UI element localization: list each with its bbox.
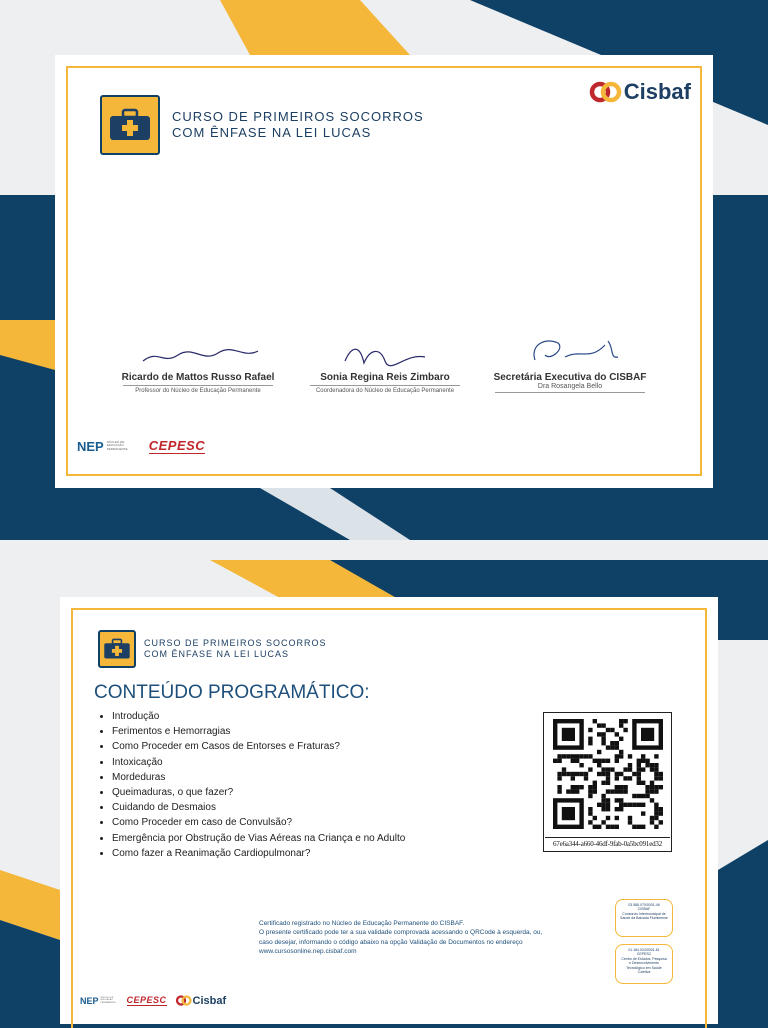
- footer-logos: [77, 438, 205, 454]
- signature-role: Coordenadora do Núcleo de Educação Permanente: [315, 388, 455, 394]
- cisbaf-wordmark: Cisbaf: [623, 79, 691, 104]
- validation-line2: O presente certificado pode ter a sua validade comprovada acessando o QRCode à esquerda, ou,: [259, 929, 543, 937]
- validation-line1: Certificado registrado no Núcleo de Educação Permanente do CISBAF.: [259, 920, 465, 927]
- program-item: • Emergência por Obstrução de Vias Aéreas na Criança e no Adulto: [112, 831, 405, 846]
- program-item: • Cuidando de Desmaios: [112, 800, 405, 815]
- signature-scribble: [330, 343, 440, 367]
- nep-logo: NEP: [77, 438, 104, 454]
- signature-scribble: [510, 335, 630, 367]
- seal-cepesc: 01.184.024/0001-81 CEPESC Centro de Estudos, Pesquisa e Desenvolvimento Tecnológico em Saúde Coletiva: [615, 944, 673, 984]
- signature-name: Sonia Regina Reis Zimbaro: [320, 372, 450, 383]
- validation-text: [259, 919, 609, 957]
- signature-name: Ricardo de Mattos Russo Rafael: [121, 372, 275, 383]
- program-item: • Como fazer a Reanimação Cardiopulmonar?: [112, 846, 405, 861]
- first-aid-kit-icon: [98, 630, 136, 668]
- first-aid-kit-icon: [100, 95, 160, 155]
- signature-block-2: [300, 343, 470, 394]
- nep-caption: NÚCLEO DE EDUCAÇÃO PERMANENTE: [106, 439, 128, 451]
- program-heading: CONTEÚDO PROGRAMÁTICO:: [94, 682, 370, 703]
- cisbaf-wordmark: Cisbaf: [192, 994, 227, 1007]
- signature-block-1: [113, 345, 283, 394]
- cisbaf-symbol-icon: [589, 79, 623, 105]
- program-item: • Como Proceder em Casos de Entorses e Fraturas?: [112, 739, 405, 754]
- validation-line3: caso desejar, informando o código abaixo na opção Validação de Documentos no endereço: [259, 938, 523, 946]
- program-item: • Queimaduras, o que fazer?: [112, 785, 405, 800]
- validation-code: 67e6a344-a660-46df-9fab-0a5bc091ed32: [545, 837, 670, 848]
- qr-code-panel: [543, 712, 672, 852]
- signature-role: Professor do Núcleo de Educação Permanente: [135, 388, 261, 394]
- course-title-line2: COM ÊNFASE NA LEI LUCAS: [172, 125, 372, 140]
- program-item: • Ferimentos e Hemorragias: [112, 724, 405, 739]
- signature-line: [310, 385, 460, 386]
- course-header: [100, 95, 424, 155]
- course-title-line1: CURSO DE PRIMEIROS SOCORROS: [172, 108, 424, 124]
- signature-scribble: [133, 345, 263, 367]
- course-header: [98, 630, 327, 668]
- signature-line: [495, 392, 645, 393]
- signature-role: Dra Rosangela Bello: [537, 383, 603, 390]
- cepesc-logo: CEPESC: [148, 438, 206, 453]
- signature-name: Secretária Executiva do CISBAF: [493, 372, 647, 383]
- course-title-line2: COM ÊNFASE NA LEI LUCAS: [144, 649, 290, 659]
- nep-logo: NEP: [80, 995, 99, 1006]
- validation-url[interactable]: www.cursosonline.nep.cisbaf.com: [259, 948, 357, 956]
- program-list: [94, 709, 405, 861]
- footer-logos: [80, 994, 226, 1007]
- cisbaf-logo: [589, 79, 691, 105]
- certificate-front: [55, 55, 713, 488]
- nep-caption: NÚCLEO DE EDUCAÇÃO PERMANENTE: [100, 996, 116, 1004]
- program-item: • Intoxicação: [112, 755, 405, 770]
- cisbaf-symbol-icon: [175, 994, 193, 1007]
- certificate-back: [60, 597, 718, 1024]
- program-item: • Como Proceder em caso de Convulsão?: [112, 815, 405, 830]
- signature-line: [123, 385, 273, 386]
- qr-code[interactable]: [553, 719, 663, 829]
- cepesc-logo: CEPESC: [126, 995, 167, 1005]
- course-title-line1: CURSO DE PRIMEIROS SOCORROS: [144, 637, 327, 648]
- signature-block-3: [485, 335, 655, 395]
- seal-cisbaf: 03.586.070/0001-46 CISBAF Consórcio Intermunicipal de Saúde da Baixada Fluminense: [615, 899, 673, 937]
- program-item: • Mordeduras: [112, 770, 405, 785]
- program-item: • Introdução: [112, 709, 405, 724]
